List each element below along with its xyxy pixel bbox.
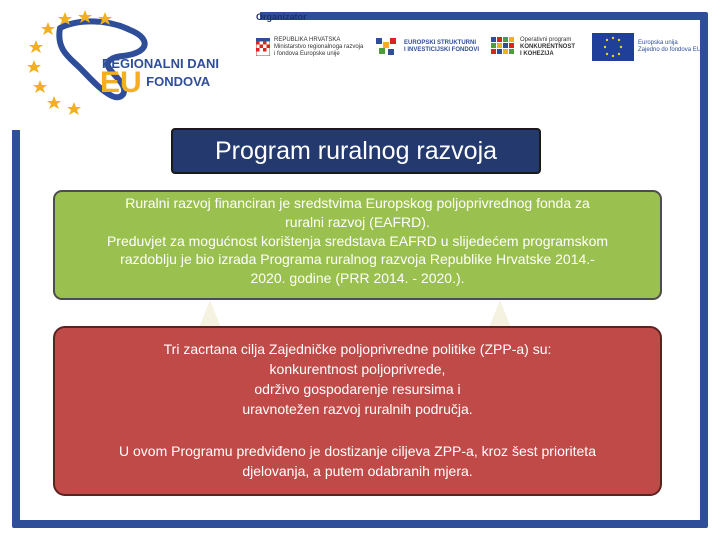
sponsor-op-kik <box>490 30 575 64</box>
sponsor-esi-funds <box>374 30 479 64</box>
logo-text-line2 <box>100 66 210 100</box>
slide-title: Program ruralnog razvoja <box>171 128 541 174</box>
sponsor-ministry <box>256 30 363 64</box>
esi-funds-icon <box>374 36 400 58</box>
zpp-text-line: djelovanja, a putem odabranih mjera. <box>242 463 473 479</box>
logo-text-line1: REGIONALNI DANI <box>102 56 219 71</box>
eu-flag-icon <box>592 33 634 61</box>
eafrd-text-line: razdoblju je bio izrada Programa ruralnog razvoja Republike Hrvatske 2014.- <box>120 251 595 268</box>
sponsor-ministry-text: REPUBLIKA HRVATSKA Ministarstvo regionalnoga razvoja i fondova Europske unije <box>274 36 364 57</box>
sponsor-eu-text: Europska unija Zajedno do fondova EU <box>638 40 702 53</box>
zpp-text-line: održivo gospodarenje resursima i <box>254 381 461 397</box>
zpp-text-line: uravnotežen razvoj ruralnih područja. <box>242 401 473 417</box>
op-kik-icon <box>490 35 516 59</box>
organizer-label: Organizator <box>256 12 307 22</box>
eafrd-text-line: Ruralni razvoj financiran je sredstvima Europskog poljoprivrednog fonda za <box>125 195 590 211</box>
regionalni-dani-logo <box>20 8 250 120</box>
eafrd-text-line: 2020. godine (PRR 2014. - 2020.). <box>250 270 465 287</box>
croatia-coat-of-arms-icon <box>256 38 270 56</box>
sponsor-op-kik-text: Operativni program KONKURENTNOST I KOHEZIJA <box>520 36 575 57</box>
spacer <box>69 419 646 441</box>
zpp-text-line: konkurentnost poljoprivrede, <box>269 361 446 377</box>
zpp-text-line: U ovom Programu predviđeno je dostizanje ciljeva ZPP-a, kroz šest prioriteta <box>119 443 596 459</box>
sponsor-esi-text: EUROPSKI STRUKTURNI I INVESTICIJSKI FONDOVI <box>404 40 480 53</box>
logo-fondova-text: FONDOVA <box>146 74 211 89</box>
logo-eu-text: EU <box>100 66 142 99</box>
eafrd-text-line: ruralni razvoj (EAFRD). <box>285 213 430 230</box>
zpp-text-line: Tri zacrtana cilja Zajedničke poljoprivredne politike (ZPP-a) su: <box>163 341 552 357</box>
zpp-goals-box <box>53 326 662 496</box>
eafrd-info-box <box>53 190 662 300</box>
eafrd-text-line: Preduvjet za mogućnost korištenja sredstava EAFRD u slijedećem programskom <box>106 232 609 249</box>
sponsor-eu <box>592 30 701 64</box>
